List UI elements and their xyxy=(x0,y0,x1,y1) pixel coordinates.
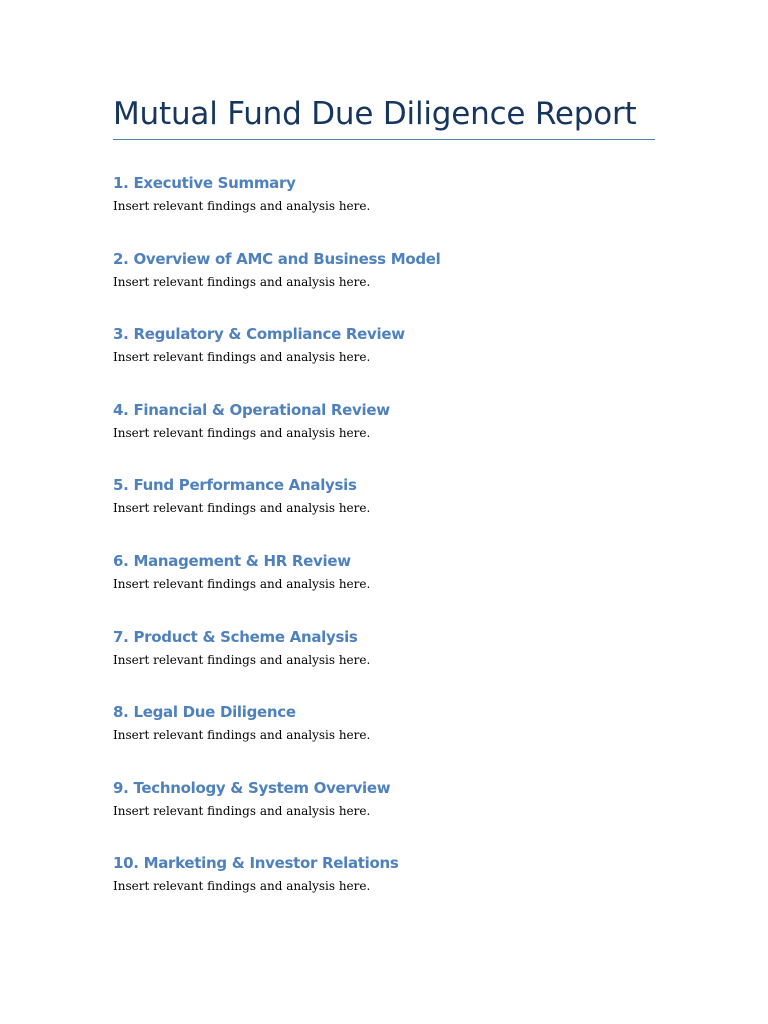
section-heading: 2. Overview of AMC and Business Model xyxy=(113,249,441,268)
section-8 xyxy=(113,700,673,776)
section-1 xyxy=(113,171,673,247)
section-body-text: Insert relevant findings and analysis here. xyxy=(113,803,371,818)
section-heading: 10. Marketing & Investor Relations xyxy=(113,854,399,873)
section-3 xyxy=(113,322,673,398)
section-heading: 1. Executive Summary xyxy=(113,174,296,192)
section-2 xyxy=(113,247,673,323)
section-4 xyxy=(113,398,673,474)
section-body-text: Insert relevant findings and analysis here. xyxy=(113,425,371,440)
section-heading: 9. Technology & System Overview xyxy=(113,778,391,797)
section-list xyxy=(113,171,673,927)
section-10 xyxy=(113,851,673,927)
section-body-text: Insert relevant findings and analysis here. xyxy=(113,576,371,591)
section-7 xyxy=(113,625,673,701)
title-divider xyxy=(113,139,655,140)
section-body-text: Insert relevant findings and analysis here. xyxy=(113,879,371,894)
section-6 xyxy=(113,549,673,625)
section-9 xyxy=(113,776,673,852)
section-heading: 6. Management & HR Review xyxy=(113,551,351,570)
section-heading: 4. Financial & Operational Review xyxy=(113,400,390,419)
section-body-text: Insert relevant findings and analysis here. xyxy=(113,501,371,516)
section-heading: 3. Regulatory & Compliance Review xyxy=(113,325,405,344)
section-5 xyxy=(113,473,673,549)
section-body-text: Insert relevant findings and analysis here. xyxy=(113,728,371,743)
section-heading: 7. Product & Scheme Analysis xyxy=(113,627,358,646)
section-heading: 5. Fund Performance Analysis xyxy=(113,476,357,495)
section-body-text: Insert relevant findings and analysis here. xyxy=(113,199,371,213)
document-title: Mutual Fund Due Diligence Report xyxy=(113,96,637,132)
section-body-text: Insert relevant findings and analysis here. xyxy=(113,350,371,365)
section-heading: 8. Legal Due Diligence xyxy=(113,703,296,722)
section-body-text: Insert relevant findings and analysis here. xyxy=(113,274,371,289)
section-body-text: Insert relevant findings and analysis here. xyxy=(113,652,371,667)
